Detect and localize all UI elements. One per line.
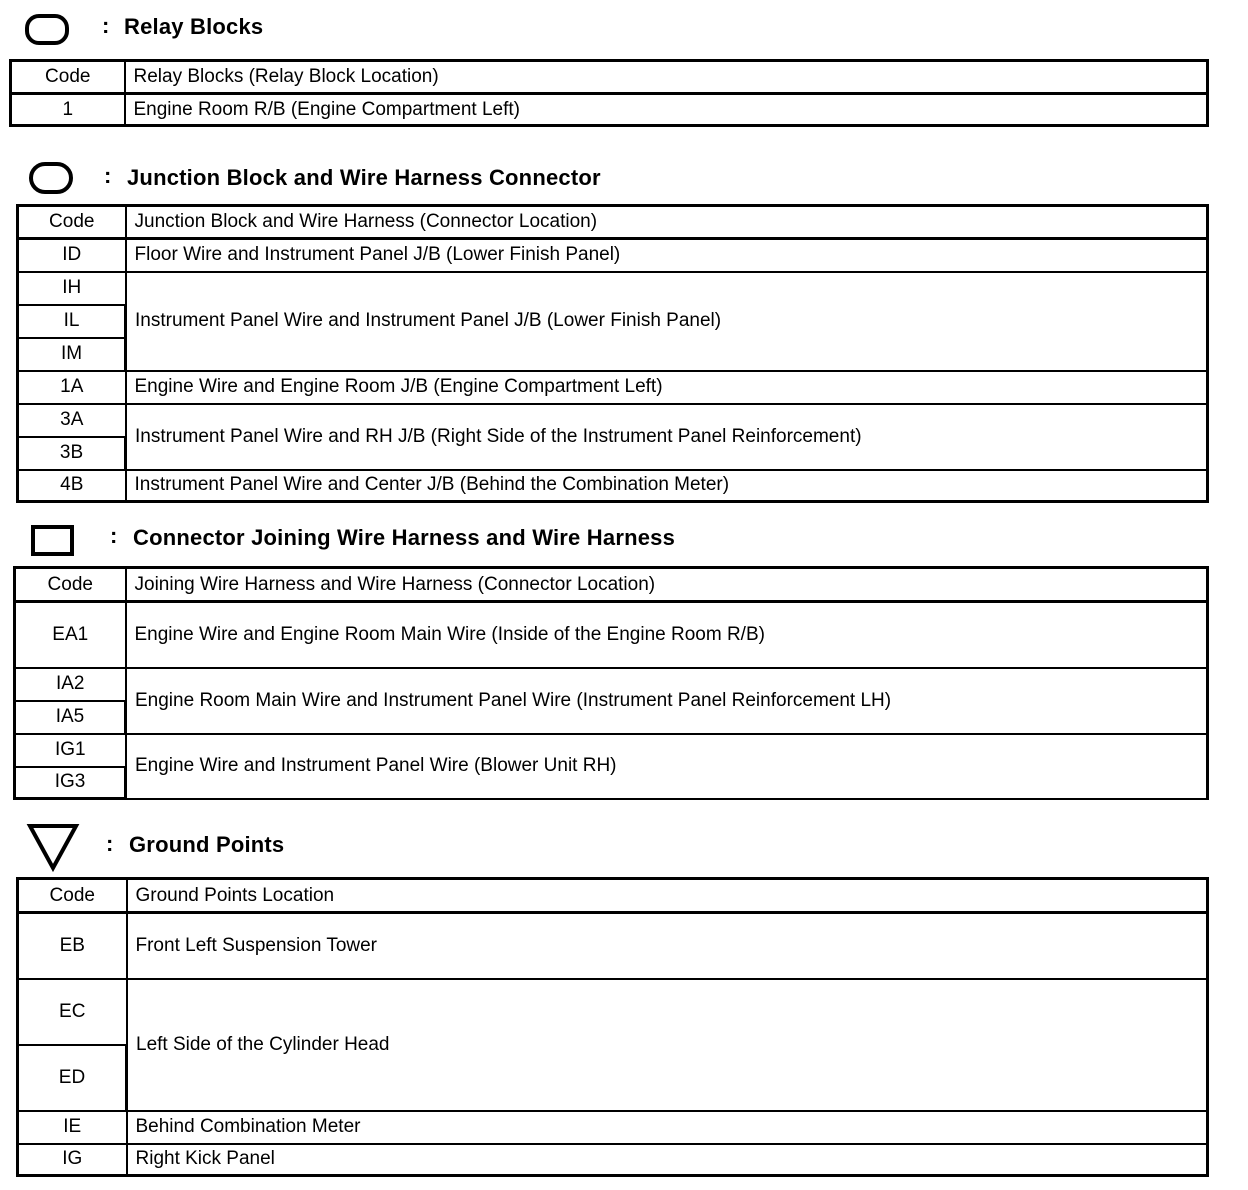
code-cell: 4B (18, 470, 126, 502)
location-cell: Left Side of the Cylinder Head (127, 979, 1208, 1111)
code-cell: EA1 (15, 602, 126, 668)
code-cell: ID (18, 239, 126, 272)
table-row (15, 602, 1208, 668)
ground-points-table (16, 877, 1209, 1177)
code-cell: IH (18, 272, 126, 305)
heading-colon: : (104, 163, 112, 188)
table-row (18, 979, 1208, 1045)
code-cell: IM (18, 338, 126, 371)
code-cell: 3A (18, 404, 126, 437)
relay-blocks-title: Relay Blocks (124, 14, 264, 39)
table-header-row (18, 879, 1208, 913)
location-cell: Engine Wire and Engine Room J/B (Engine Compartment Left) (126, 371, 1208, 404)
location-header: Joining Wire Harness and Wire Harness (Connector Location) (126, 568, 1208, 602)
code-header: Code (18, 206, 126, 239)
code-cell: IG (18, 1144, 127, 1176)
down-triangle-symbol-icon (26, 822, 82, 874)
code-cell: IL (18, 305, 126, 338)
location-cell: Instrument Panel Wire and RH J/B (Right Side of the Instrument Panel Reinforcement) (126, 404, 1208, 470)
location-cell: Floor Wire and Instrument Panel J/B (Lower Finish Panel) (126, 239, 1208, 272)
code-cell: IE (18, 1111, 127, 1144)
code-cell: 1 (11, 94, 125, 126)
code-cell: IA5 (15, 701, 126, 734)
heading-colon: : (106, 831, 114, 856)
location-cell: Instrument Panel Wire and Instrument Panel J/B (Lower Finish Panel) (126, 272, 1208, 371)
table-row (18, 404, 1208, 437)
rounded-rectangle-symbol-icon (24, 12, 72, 48)
table-row (18, 239, 1208, 272)
location-cell: Behind Combination Meter (127, 1111, 1208, 1144)
code-cell: 3B (18, 437, 126, 470)
relay-blocks-table (9, 59, 1209, 127)
table-header-row (18, 206, 1208, 239)
code-header: Code (15, 568, 126, 602)
location-cell: Front Left Suspension Tower (127, 913, 1208, 979)
code-header: Code (11, 61, 125, 94)
code-cell: IG3 (15, 767, 126, 799)
location-header: Ground Points Location (127, 879, 1208, 913)
rectangle-symbol-icon (29, 521, 77, 559)
location-cell: Right Kick Panel (127, 1144, 1208, 1176)
location-header: Junction Block and Wire Harness (Connector Location) (126, 206, 1208, 239)
heading-colon: : (102, 13, 110, 38)
location-cell: Engine Wire and Instrument Panel Wire (Blower Unit RH) (126, 734, 1208, 799)
code-cell: EB (18, 913, 127, 979)
table-header-row (15, 568, 1208, 602)
connector-title: Connector Joining Wire Harness and Wire Harness (133, 525, 676, 550)
table-row (18, 470, 1208, 502)
oval-symbol-icon (28, 160, 76, 196)
code-cell: IA2 (15, 668, 126, 701)
junction-block-title: Junction Block and Wire Harness Connector (127, 165, 601, 190)
location-cell: Engine Room Main Wire and Instrument Panel Wire (Instrument Panel Reinforcement LH) (126, 668, 1208, 734)
location-cell: Instrument Panel Wire and Center J/B (Behind the Combination Meter) (126, 470, 1208, 502)
location-header: Relay Blocks (Relay Block Location) (125, 61, 1208, 94)
table-row (18, 1111, 1208, 1144)
table-header-row (11, 61, 1208, 94)
table-row (15, 734, 1208, 767)
heading-colon: : (110, 523, 118, 548)
table-row (18, 913, 1208, 979)
code-header: Code (18, 879, 127, 913)
junction-block-table (16, 204, 1209, 503)
table-row (15, 668, 1208, 701)
table-row (18, 272, 1208, 305)
connector-table (13, 566, 1209, 800)
table-row (18, 1144, 1208, 1176)
location-cell: Engine Room R/B (Engine Compartment Left) (125, 94, 1208, 126)
location-cell: Engine Wire and Engine Room Main Wire (Inside of the Engine Room R/B) (126, 602, 1208, 668)
table-row (18, 371, 1208, 404)
code-cell: EC (18, 979, 127, 1045)
code-cell: ED (18, 1045, 127, 1111)
code-cell: IG1 (15, 734, 126, 767)
code-cell: 1A (18, 371, 126, 404)
table-row (11, 94, 1208, 126)
ground-points-title: Ground Points (129, 832, 285, 857)
